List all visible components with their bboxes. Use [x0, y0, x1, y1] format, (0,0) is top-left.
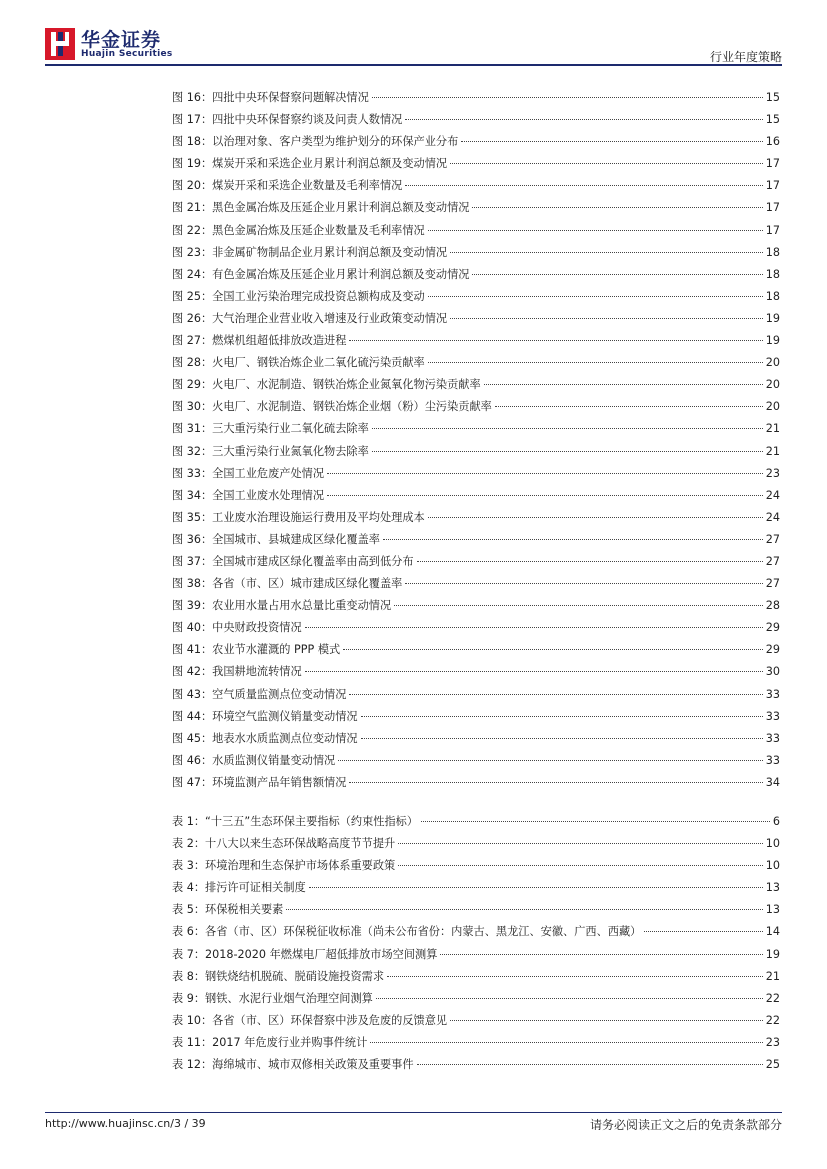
- dot-leader: [387, 976, 763, 977]
- toc-entry-label: 表 3：环境治理和生态保护市场体系重要政策: [172, 859, 396, 873]
- toc-entry-label: 图 28：火电厂、钢铁冶炼企业二氧化硫污染贡献率: [172, 356, 425, 370]
- page-header: [45, 25, 782, 65]
- figure-toc-row[interactable]: [172, 332, 780, 354]
- dot-leader: [372, 428, 763, 429]
- toc-entry-page: 19: [765, 311, 780, 325]
- dot-leader: [472, 207, 762, 208]
- dot-leader: [461, 141, 762, 142]
- toc-entry-label: 图 43：空气质量监测点位变动情况: [172, 687, 347, 701]
- dot-leader: [343, 649, 763, 650]
- dot-leader: [405, 185, 762, 186]
- toc-entry-page: 23: [765, 466, 780, 480]
- toc-entry-label: 图 37：全国城市建成区绿化覆盖率由高到低分布: [172, 554, 414, 568]
- figure-toc-row[interactable]: [172, 509, 780, 531]
- toc-entry-label: 表 1：“十三五”生态环保主要指标（约束性指标）: [172, 815, 419, 828]
- toc-entry-page: 10: [765, 837, 780, 851]
- figure-toc-row[interactable]: [172, 155, 780, 177]
- toc-entry-label: 图 36：全国城市、县城建成区绿化覆盖率: [172, 532, 380, 546]
- toc-entry-label: 图 32：三大重污染行业氮氧化物去除率: [172, 444, 369, 458]
- toc-entry-page: 18: [765, 289, 780, 303]
- dot-leader: [305, 627, 763, 628]
- figure-toc-row[interactable]: [172, 708, 780, 730]
- toc-entry-label: 图 22：黑色金属冶炼及压延企业数量及毛利率情况: [172, 223, 425, 237]
- table-toc-row[interactable]: [172, 879, 780, 901]
- toc-entry-label: 图 16：四批中央环保督察问题解决情况: [172, 91, 369, 104]
- figure-toc-row[interactable]: [172, 133, 780, 155]
- toc-entry-label: 图 23：非金属矿物制品企业月累计利润总额及变动情况: [172, 245, 448, 259]
- figure-toc-row[interactable]: [172, 730, 780, 752]
- toc-entry-label: 图 38：各省（市、区）城市建成区绿化覆盖率: [172, 577, 403, 591]
- dot-leader: [450, 1020, 763, 1021]
- dot-leader: [405, 119, 762, 120]
- dot-leader: [417, 561, 763, 562]
- company-name-cn: 华金证券: [81, 29, 162, 51]
- toc-entry-label: 表 11：2017 年危废行业并购事件统计: [172, 1035, 368, 1049]
- figure-toc-row[interactable]: [172, 420, 780, 442]
- dot-leader: [327, 473, 763, 474]
- footer-disclaimer: 请务必阅读正文之后的免责条款部分: [589, 1118, 782, 1132]
- company-name-en: Huajin Securities: [81, 49, 173, 59]
- figure-toc-row[interactable]: [172, 597, 780, 619]
- figure-toc-row[interactable]: [172, 663, 780, 685]
- toc-entry-label: 表 8：钢铁烧结机脱硫、脱硝设施投资需求: [172, 969, 385, 983]
- toc-entry-page: 22: [765, 1013, 780, 1027]
- toc-entry-page: 27: [765, 554, 780, 568]
- dot-leader: [440, 954, 762, 955]
- toc-entry-label: 图 18：以治理对象、客户类型为维护划分的环保产业分布: [172, 135, 459, 149]
- toc-entry-page: 33: [765, 753, 780, 767]
- toc-entry-page: 20: [765, 356, 780, 370]
- toc-entry-label: 图 26：大气治理企业营业收入增速及行业政策变动情况: [172, 311, 448, 325]
- toc-entry-label: 图 34：全国工业废水处理情况: [172, 488, 325, 502]
- dot-leader: [472, 274, 762, 275]
- toc-entry-page: 28: [765, 599, 780, 613]
- figure-toc-row[interactable]: [172, 244, 780, 266]
- figure-toc-row[interactable]: [172, 376, 780, 398]
- dot-leader: [495, 406, 763, 407]
- toc-entry-label: 表 9：钢铁、水泥行业烟气治理空间测算: [172, 991, 373, 1005]
- toc-entry-page: 13: [765, 903, 780, 917]
- figure-toc-row[interactable]: [172, 553, 780, 575]
- dot-leader: [361, 738, 763, 739]
- figure-toc-row[interactable]: [172, 641, 780, 663]
- table-toc-row[interactable]: [172, 813, 780, 835]
- toc-entry-label: 图 31：三大重污染行业二氧化硫去除率: [172, 422, 369, 436]
- dot-leader: [417, 1064, 763, 1065]
- toc-entry-page: 19: [765, 947, 780, 961]
- dot-leader: [450, 252, 763, 253]
- table-list: [172, 813, 780, 1078]
- toc-entry-page: 16: [765, 135, 780, 149]
- figure-toc-row[interactable]: [172, 752, 780, 774]
- toc-entry-label: 表 7：2018-2020 年燃煤电厂超低排放市场空间测算: [172, 947, 438, 961]
- toc-entry-label: 表 10：各省（市、区）环保督察中涉及危废的反馈意见: [172, 1013, 448, 1027]
- dot-leader: [286, 909, 762, 910]
- dot-leader: [370, 1042, 762, 1043]
- figure-toc-row[interactable]: [172, 199, 780, 221]
- toc-entry-label: 图 40：中央财政投资情况: [172, 621, 302, 635]
- toc-entry-page: 33: [765, 731, 780, 745]
- table-toc-row[interactable]: [172, 990, 780, 1012]
- toc-entry-page: 33: [765, 687, 780, 701]
- dot-leader: [305, 671, 763, 672]
- dot-leader: [428, 362, 763, 363]
- toc-entry-label: 表 6：各省（市、区）环保税征收标准（尚未公布省份：内蒙古、黑龙江、安徽、广西、西藏）: [172, 925, 642, 939]
- toc-entry-label: 图 29：火电厂、水泥制造、钢铁冶炼企业氮氧化物污染贡献率: [172, 378, 481, 392]
- dot-leader: [309, 887, 763, 888]
- figure-list: [172, 89, 780, 796]
- dot-leader: [361, 716, 763, 717]
- list-gap: [172, 796, 780, 813]
- report-type: 行业年度策略: [709, 50, 782, 64]
- figure-toc-row[interactable]: [172, 177, 780, 199]
- toc-entry-page: 17: [765, 157, 780, 171]
- dot-leader: [327, 495, 763, 496]
- dot-leader: [428, 517, 763, 518]
- toc-entry-page: 29: [765, 621, 780, 635]
- figure-toc-row[interactable]: [172, 774, 780, 796]
- toc-entry-page: 20: [765, 400, 780, 414]
- dot-leader: [398, 865, 763, 866]
- toc-entry-label: 图 42：我国耕地流转情况: [172, 665, 302, 679]
- dot-leader: [376, 998, 763, 999]
- footer-url-page[interactable]: http://www.huajinsc.cn/3 / 39: [45, 1117, 206, 1130]
- toc-entry-page: 25: [765, 1058, 780, 1072]
- figure-toc-row[interactable]: [172, 487, 780, 509]
- dot-leader: [338, 760, 763, 761]
- figure-toc-row[interactable]: [172, 288, 780, 310]
- toc-entry-page: 21: [765, 422, 780, 436]
- toc-entry-page: 21: [765, 444, 780, 458]
- toc-entry-page: 22: [765, 991, 780, 1005]
- toc-entry-page: 15: [765, 91, 780, 104]
- toc-entry-label: 表 2：十八大以来生态环保战略高度节节提升: [172, 837, 396, 851]
- table-of-contents: [172, 89, 780, 1078]
- toc-entry-page: 27: [765, 577, 780, 591]
- header-divider: [45, 64, 782, 66]
- toc-entry-page: 10: [765, 859, 780, 873]
- toc-entry-label: 表 5：环保税相关要素: [172, 903, 284, 917]
- figure-toc-row[interactable]: [172, 686, 780, 708]
- toc-entry-page: 21: [765, 969, 780, 983]
- toc-entry-page: 34: [765, 775, 780, 789]
- dot-leader: [428, 296, 763, 297]
- huajin-logo-icon: [45, 28, 75, 60]
- toc-entry-label: 图 30：火电厂、水泥制造、钢铁冶炼企业烟（粉）尘污染贡献率: [172, 400, 492, 414]
- figure-toc-row[interactable]: [172, 531, 780, 553]
- toc-entry-label: 图 39：农业用水量占用水总量比重变动情况: [172, 599, 392, 613]
- figure-toc-row[interactable]: [172, 354, 780, 376]
- toc-entry-label: 图 45：地表水水质监测点位变动情况: [172, 731, 358, 745]
- footer-divider: [45, 1112, 782, 1113]
- dot-leader: [450, 318, 763, 319]
- dot-leader: [421, 821, 770, 822]
- toc-entry-page: 17: [765, 201, 780, 215]
- dot-leader: [372, 451, 763, 452]
- toc-entry-label: 图 25：全国工业污染治理完成投资总额构成及变动: [172, 289, 425, 303]
- dot-leader: [450, 163, 763, 164]
- toc-entry-page: 13: [765, 881, 780, 895]
- toc-entry-page: 17: [765, 223, 780, 237]
- toc-entry-label: 图 47：环境监测产品年销售额情况: [172, 775, 347, 789]
- table-toc-row[interactable]: [172, 946, 780, 968]
- toc-entry-label: 图 35：工业废水治理设施运行费用及平均处理成本: [172, 510, 425, 524]
- dot-leader: [372, 97, 763, 98]
- dot-leader: [398, 843, 763, 844]
- figure-toc-row[interactable]: [172, 575, 780, 597]
- toc-entry-label: 图 27：燃煤机组超低排放改造进程: [172, 334, 347, 348]
- table-toc-row[interactable]: [172, 857, 780, 879]
- dot-leader: [394, 605, 763, 606]
- dot-leader: [405, 583, 762, 584]
- figure-toc-row[interactable]: [172, 443, 780, 465]
- toc-entry-page: 18: [765, 267, 780, 281]
- table-toc-row[interactable]: [172, 835, 780, 857]
- figure-toc-row[interactable]: [172, 310, 780, 332]
- toc-entry-page: 24: [765, 510, 780, 524]
- toc-entry-page: 18: [765, 245, 780, 259]
- toc-entry-label: 图 21：黑色金属冶炼及压延企业月累计利润总额及变动情况: [172, 201, 470, 215]
- figure-toc-row[interactable]: [172, 222, 780, 244]
- figure-toc-row[interactable]: [172, 619, 780, 641]
- toc-entry-label: 表 4：排污许可证相关制度: [172, 881, 306, 895]
- toc-entry-label: 表 12：海绵城市、城市双修相关政策及重要事件: [172, 1058, 414, 1072]
- toc-entry-page: 14: [765, 925, 780, 939]
- figure-toc-row[interactable]: [172, 89, 780, 111]
- toc-entry-page: 19: [765, 334, 780, 348]
- table-toc-row[interactable]: [172, 968, 780, 990]
- table-toc-row[interactable]: [172, 901, 780, 923]
- toc-entry-label: 图 17：四批中央环保督察约谈及问责人数情况: [172, 113, 403, 127]
- toc-entry-label: 图 24：有色金属冶炼及压延企业月累计利润总额及变动情况: [172, 267, 470, 281]
- toc-entry-page: 15: [765, 113, 780, 127]
- toc-entry-page: 24: [765, 488, 780, 502]
- dot-leader: [484, 384, 763, 385]
- dot-leader: [349, 694, 762, 695]
- table-toc-row[interactable]: [172, 923, 780, 945]
- toc-entry-page: 27: [765, 532, 780, 546]
- dot-leader: [349, 782, 762, 783]
- toc-entry-label: 图 19：煤炭开采和采选企业月累计利润总额及变动情况: [172, 157, 448, 171]
- dot-leader: [644, 931, 762, 932]
- toc-entry-page: 23: [765, 1035, 780, 1049]
- figure-toc-row[interactable]: [172, 398, 780, 420]
- toc-entry-label: 图 41：农业节水灌溉的 PPP 模式: [172, 643, 341, 657]
- toc-entry-label: 图 46：水质监测仪销量变动情况: [172, 753, 336, 767]
- toc-entry-page: 20: [765, 378, 780, 392]
- toc-entry-page: 30: [765, 665, 780, 679]
- toc-entry-label: 图 20：煤炭开采和采选企业数量及毛利率情况: [172, 179, 403, 193]
- toc-entry-label: 图 33：全国工业危废产处情况: [172, 466, 325, 480]
- dot-leader: [383, 539, 763, 540]
- table-toc-row[interactable]: [172, 1034, 780, 1056]
- figure-toc-row[interactable]: [172, 111, 780, 133]
- figure-toc-row[interactable]: [172, 465, 780, 487]
- dot-leader: [349, 340, 762, 341]
- toc-entry-page: 29: [765, 643, 780, 657]
- toc-entry-page: 33: [765, 709, 780, 723]
- table-toc-row[interactable]: [172, 1012, 780, 1034]
- table-toc-row[interactable]: [172, 1056, 780, 1078]
- toc-entry-page: 17: [765, 179, 780, 193]
- figure-toc-row[interactable]: [172, 266, 780, 288]
- dot-leader: [428, 230, 763, 231]
- toc-entry-label: 图 44：环境空气监测仪销量变动情况: [172, 709, 358, 723]
- toc-entry-page: 6: [772, 815, 780, 828]
